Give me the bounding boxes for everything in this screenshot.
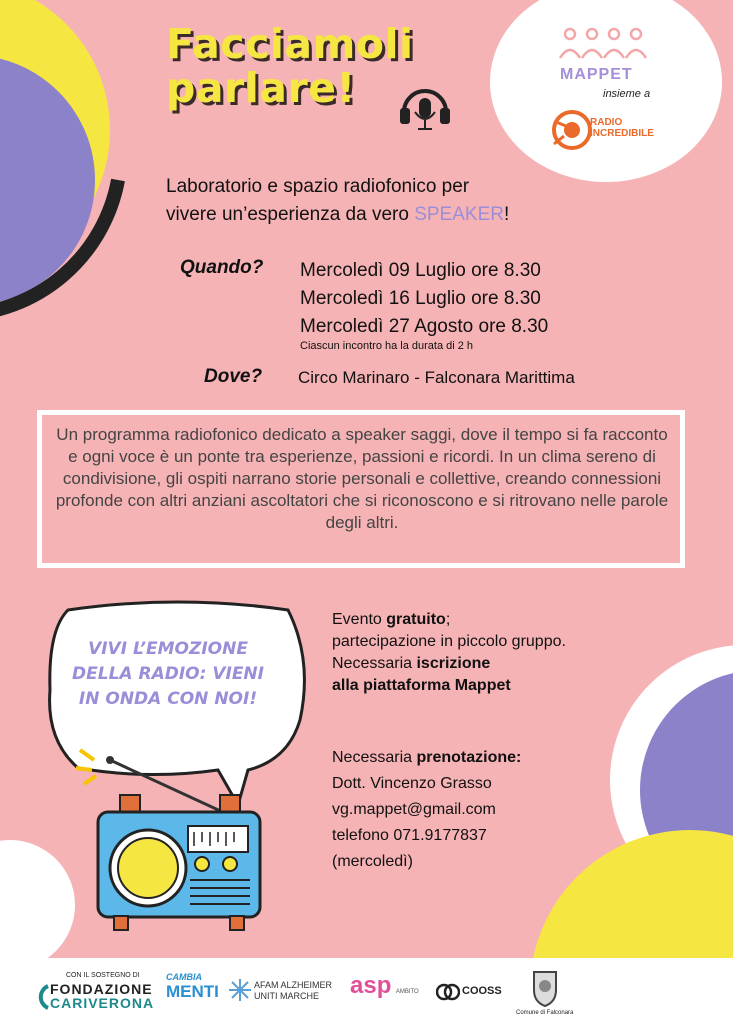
menti-text: MENTI (166, 982, 219, 1001)
description-text: Un programma radiofonico dedicato a speaker saggi, dove il tempo si fa racconto e ogni voce è un ponte tra esperienze, passioni e ricordi. In un clima sereno di condivisione, gli ospiti narrano storie personali e collettive, creando connessioni profonde con altri anziani ascoltatori che si riconoscono e si ritrovano nelle parole degli altri. (55, 425, 669, 532)
insieme-text: insieme a (603, 88, 651, 100)
where-place: Circo Marinaro - Falconara Marittima (298, 368, 575, 387)
booking-email[interactable]: vg.mappet@gmail.com (332, 801, 496, 818)
afam-logo (254, 980, 332, 1002)
bubble-line-3: IN ONDA CON NOI! (78, 689, 258, 709)
event-registration-line (332, 653, 566, 675)
booking-required-line (332, 745, 521, 771)
headphones-microphone-icon (396, 78, 454, 134)
asp-logo (350, 972, 419, 1000)
cambia-text: CAMBIA (166, 972, 202, 982)
bubble-line-1: VIVI L’EMOZIONE (88, 639, 248, 659)
event-info (332, 609, 566, 697)
booking-day: (mercoledì) (332, 853, 413, 870)
intro-line-1: Laboratorio e spazio radiofonico per (166, 176, 470, 197)
when-dates (300, 257, 548, 341)
where-label: Dove? (204, 366, 263, 387)
when-label: Quando? (180, 257, 264, 278)
intro-text (166, 173, 509, 229)
booking-phone[interactable]: telefono 071.9177837 (332, 827, 487, 844)
date-3: Mercoledì 27 Agosto ore 8.30 (300, 316, 549, 337)
intro-line-2-end: ! (503, 204, 510, 225)
intro-line-2-start: vivere un’esperienza da vero (166, 204, 415, 225)
comune-text: Comune di Falconara (516, 1010, 574, 1016)
event-free-line (332, 609, 566, 631)
registration-prefix: Necessaria (332, 655, 417, 672)
incredibile-word: INCREDIBILE (590, 128, 654, 139)
deco-white-circle-bottomleft (0, 840, 75, 970)
bubble-text (52, 637, 284, 712)
event-platform-line (332, 675, 566, 697)
cariverona-text: CARIVERONA (50, 995, 155, 1011)
mappet-people-icon (556, 26, 652, 66)
afam-star-icon (228, 978, 252, 1002)
radio-icon (70, 740, 270, 935)
page-title (166, 22, 414, 110)
registration-bold: iscrizione (416, 655, 491, 672)
booking-contact: Dott. Vincenzo Grasso (332, 775, 492, 792)
booking-info (332, 745, 521, 875)
ambito-text: AMBITO (395, 989, 419, 995)
event-free-prefix: Evento (332, 611, 387, 628)
fondazione-text: FONDAZIONE (50, 981, 153, 997)
radio-incredibile-text (590, 117, 654, 139)
event-free-bold: gratuito (386, 611, 446, 628)
bubble-line-2: DELLA RADIO: VIENI (72, 664, 264, 684)
speaker-highlight: SPEAKER (414, 204, 504, 225)
afam-line-2: UNITI MARCHE (254, 991, 319, 1001)
event-free-suffix: ; (445, 611, 451, 628)
date-2: Mercoledì 16 Luglio ore 8.30 (300, 288, 541, 309)
mappet-logo-text: MAPPET (560, 66, 633, 83)
event-group-line: partecipazione in piccolo gruppo. (332, 633, 566, 650)
date-1: Mercoledì 09 Luglio ore 8.30 (300, 260, 541, 281)
comune-crest-icon (530, 966, 560, 1008)
afam-line-1: AFAM ALZHEIMER (254, 980, 333, 990)
fondazione-cariverona-logo (50, 982, 154, 1010)
booking-bold: prenotazione: (416, 749, 522, 766)
intro-line-2 (166, 201, 509, 229)
fondazione-cariverona-icon (34, 984, 50, 1010)
cooss-text: COOSS (462, 985, 502, 997)
cooss-icon (436, 982, 460, 1002)
booking-prefix: Necessaria (332, 749, 417, 766)
asp-text: asp (350, 972, 392, 999)
duration-note: Ciascun incontro ha la durata di 2 h (300, 340, 474, 352)
title-line-1: Facciamoli (166, 20, 414, 68)
title-line-2: parlare! (166, 64, 356, 112)
support-label: CON IL SOSTEGNO DI (66, 972, 140, 979)
radio-word: RADIO (590, 117, 623, 128)
platform-bold: alla piattaforma Mappet (332, 677, 511, 694)
radio-incredibile-logo-icon (550, 104, 594, 154)
cambia-menti-logo (166, 972, 219, 1002)
